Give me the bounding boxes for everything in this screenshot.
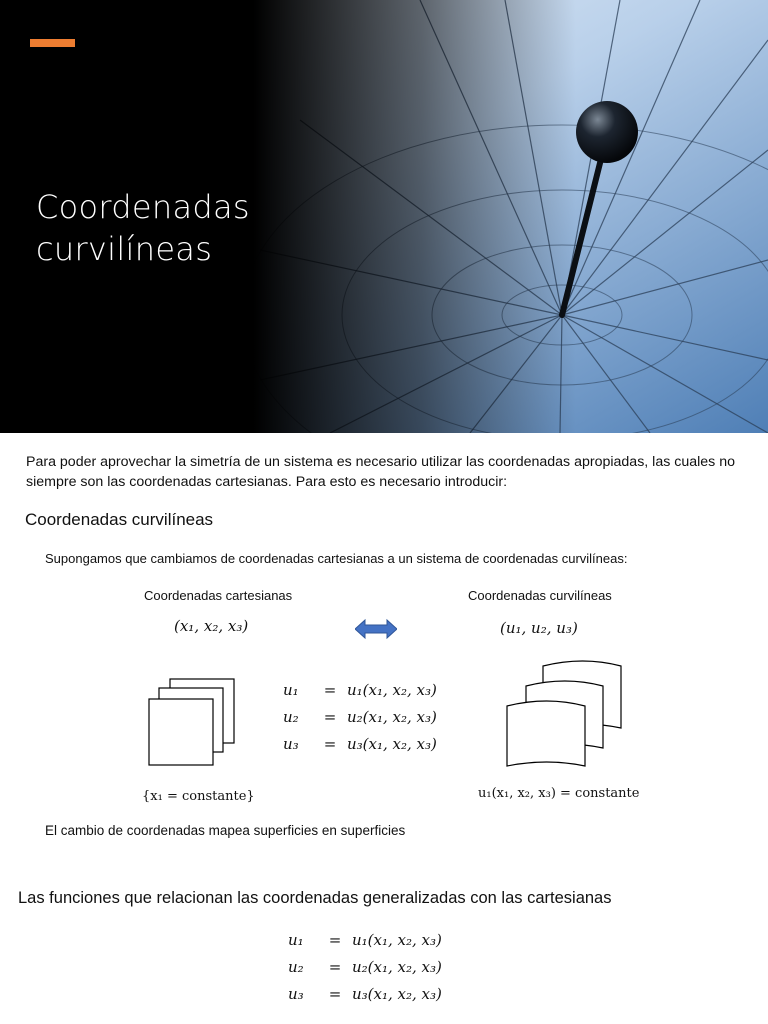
caption-cartesian-surface: {x₁ = constante} (142, 789, 255, 804)
slide-title (36, 186, 296, 270)
suppose-text: Supongamos que cambiamos de coordenadas cartesianas a un sistema de coordenadas curvilíneas: (45, 551, 628, 566)
caption-curvilinear-surface: u₁(x₁, x₂, x₃) = constante (478, 786, 640, 801)
equation-row: u₁ = u₁(x₁, x₂, x₃) (288, 930, 442, 949)
mapping-text: El cambio de coordenadas mapea superficies en superficies (45, 823, 406, 838)
equation-row: u₃ = u₃(x₁, x₂, x₃) (283, 734, 437, 753)
title-line-1: Coordenadas (36, 188, 250, 226)
stacked-squares-icon (146, 676, 240, 768)
intro-paragraph: Para poder aprovechar la simetría de un sistema es necesario utilizar las coordenadas apropiadas, las cuales no siempre son las coordenadas cartesianas. Para esto es necesario introducir: (26, 454, 735, 490)
title-line-2: curvilíneas (36, 230, 213, 268)
label-curvilinear: Coordenadas curvilíneas (468, 588, 612, 603)
section-heading: Coordenadas curvilíneas (25, 510, 214, 529)
equation-row: u₂ = u₂(x₁, x₂, x₃) (288, 957, 442, 976)
equations-block-1 (283, 676, 437, 757)
accent-bar (30, 39, 75, 47)
label-cartesian: Coordenadas cartesianas (144, 588, 293, 603)
equations-block-2 (288, 926, 442, 1007)
equation-row: u₂ = u₂(x₁, x₂, x₃) (283, 707, 437, 726)
double-arrow-icon (355, 618, 397, 640)
equation-row: u₁ = u₁(x₁, x₂, x₃) (283, 680, 437, 699)
functions-heading: Las funciones que relacionan las coordenadas generalizadas con las cartesianas (18, 889, 612, 907)
title-slide (0, 0, 768, 433)
curvilinear-tuple: (u₁, u₂, u₃) (500, 619, 578, 637)
curved-surfaces-icon (503, 656, 627, 770)
cartesian-tuple: (x₁, x₂, x₃) (174, 617, 249, 635)
equation-row: u₃ = u₃(x₁, x₂, x₃) (288, 984, 442, 1003)
